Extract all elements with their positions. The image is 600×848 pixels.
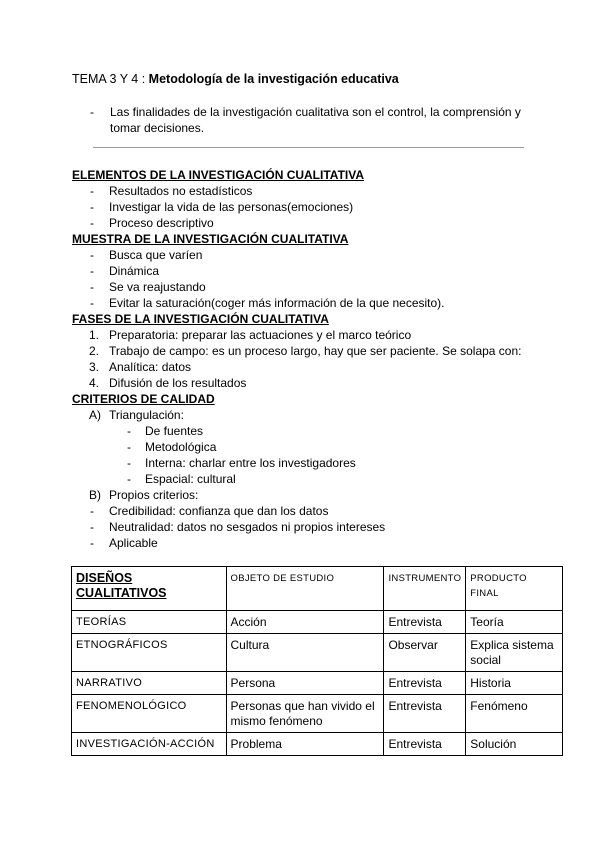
table-cell: Personas que han vivido el mismo fenómeno (226, 695, 384, 733)
intro-paragraph (90, 104, 530, 136)
table-row (72, 672, 563, 695)
table-header-cell: OBJETO DE ESTUDIO (226, 567, 384, 611)
list-criterios-b (72, 487, 542, 503)
item-text: Metodológica (145, 440, 217, 454)
table-cell: Fenómeno (466, 695, 563, 733)
section-criterios (72, 392, 542, 551)
item-number: 2. (89, 344, 100, 358)
list-item: - Investigar la vida de las personas(emociones) (90, 200, 354, 214)
table-cell: Entrevista (384, 611, 466, 634)
list-item (72, 407, 542, 423)
item-text: Analítica: datos (109, 360, 192, 374)
list-fases (72, 327, 542, 391)
item-text: Difusión de los resultados (109, 376, 247, 390)
horizontal-divider (93, 147, 524, 148)
item-marker: A) (89, 408, 101, 422)
table-cell: Acción (226, 611, 384, 634)
list-elementos (72, 183, 542, 231)
item-text: Preparatoria: preparar las actuaciones y el marco teórico (109, 328, 412, 342)
item-text: Aplicable (109, 536, 158, 550)
heading-criterios: CRITERIOS DE CALIDAD (72, 392, 215, 406)
item-number: 1. (89, 328, 100, 342)
table-cell: Problema (226, 733, 384, 756)
list-item: - De fuentes (127, 424, 204, 438)
heading-muestra: MUESTRA DE LA INVESTIGACIÓN CUALITATIVA (72, 232, 349, 246)
section-elementos (72, 168, 542, 231)
item-text: Dinámica (109, 264, 160, 278)
list-item: - Proceso descriptivo (90, 216, 214, 230)
list-item: - Neutralidad: datos no sesgados ni propios intereses (90, 520, 386, 534)
item-number: 3. (89, 360, 100, 374)
list-item (72, 359, 542, 375)
item-text: Interna: charlar entre los investigadores (145, 456, 356, 470)
table-cell: Entrevista (384, 733, 466, 756)
table-cell: NARRATIVO (72, 672, 227, 695)
list-item: - Se va reajustando (90, 280, 206, 294)
list-propios-criterios (72, 503, 542, 551)
item-text: Propios criterios: (109, 488, 199, 502)
table-cell: Historia (466, 672, 563, 695)
list-criterios-a (72, 407, 542, 423)
list-item: - Credibilidad: confianza que dan los datos (90, 504, 329, 518)
table-cell: Entrevista (384, 672, 466, 695)
item-number: 4. (89, 376, 100, 390)
intro-text: Las finalidades de la investigación cualitativa son el control, la comprensión y tomar decisiones. (110, 105, 521, 135)
intro-marker: - (90, 105, 94, 119)
list-item: - Evitar la saturación(coger más información de la que necesito). (90, 296, 445, 310)
table-cell: Solución (466, 733, 563, 756)
disenos-table (71, 566, 563, 756)
item-text: De fuentes (145, 424, 204, 438)
item-text: Resultados no estadísticos (109, 184, 253, 198)
item-text: Se va reajustando (109, 280, 206, 294)
table-header-cell: PRODUCTO FINAL (466, 567, 563, 611)
document-title (72, 72, 399, 86)
heading-fases: FASES DE LA INVESTIGACIÓN CUALITATIVA (72, 312, 329, 326)
list-item (72, 327, 542, 343)
item-marker: B) (89, 488, 101, 502)
table-cell: Cultura (226, 634, 384, 672)
list-item: - Espacial: cultural (127, 472, 236, 486)
section-muestra (72, 232, 542, 311)
item-text: Triangulación: (109, 408, 184, 422)
item-text: Credibilidad: confianza que dan los datos (109, 504, 329, 518)
item-text: Proceso descriptivo (109, 216, 214, 230)
title-main: Metodología de la investigación educativa (148, 72, 399, 86)
table-cell: Teoría (466, 611, 563, 634)
list-item (72, 375, 542, 391)
table-cell: Observar (384, 634, 466, 672)
table-cell: Persona (226, 672, 384, 695)
table-cell: FENOMENOLÓGICO (72, 695, 227, 733)
section-fases (72, 312, 542, 391)
list-item: - Aplicable (90, 536, 158, 550)
list-triangulacion (72, 423, 542, 487)
table-cell: INVESTIGACIÓN-ACCIÓN (72, 733, 227, 756)
table-header-cell: INSTRUMENTO (384, 567, 466, 611)
table-header-row (72, 567, 563, 611)
list-item: - Dinámica (90, 264, 160, 278)
table-row (72, 733, 563, 756)
item-text: Trabajo de campo: es un proceso largo, hay que ser paciente. Se solapa con: (109, 344, 522, 358)
list-item (72, 343, 542, 359)
heading-elementos: ELEMENTOS DE LA INVESTIGACIÓN CUALITATIVA (72, 168, 365, 182)
table-row (72, 695, 563, 733)
table-row (72, 634, 563, 672)
item-text: Neutralidad: datos no sesgados ni propios intereses (109, 520, 386, 534)
item-text: Busca que varíen (109, 248, 203, 262)
list-muestra (72, 247, 542, 311)
title-prefix: TEMA 3 Y 4 : (72, 72, 149, 86)
table-header-cell: DISEÑOS CUALITATIVOS (72, 567, 227, 611)
item-text: Evitar la saturación(coger más información de la que necesito). (109, 296, 445, 310)
list-item: - Busca que varíen (90, 248, 203, 262)
list-item: - Metodológica (127, 440, 217, 454)
table-row (72, 611, 563, 634)
table-cell: Explica sistema social (466, 634, 563, 672)
item-text: Espacial: cultural (145, 472, 236, 486)
list-item (72, 487, 542, 503)
list-item: - Interna: charlar entre los investigadores (127, 456, 356, 470)
list-item: - Resultados no estadísticos (90, 184, 253, 198)
table-cell: ETNOGRÁFICOS (72, 634, 227, 672)
item-text: Investigar la vida de las personas(emociones) (109, 200, 354, 214)
table-cell: TEORÍAS (72, 611, 227, 634)
table-cell: Entrevista (384, 695, 466, 733)
